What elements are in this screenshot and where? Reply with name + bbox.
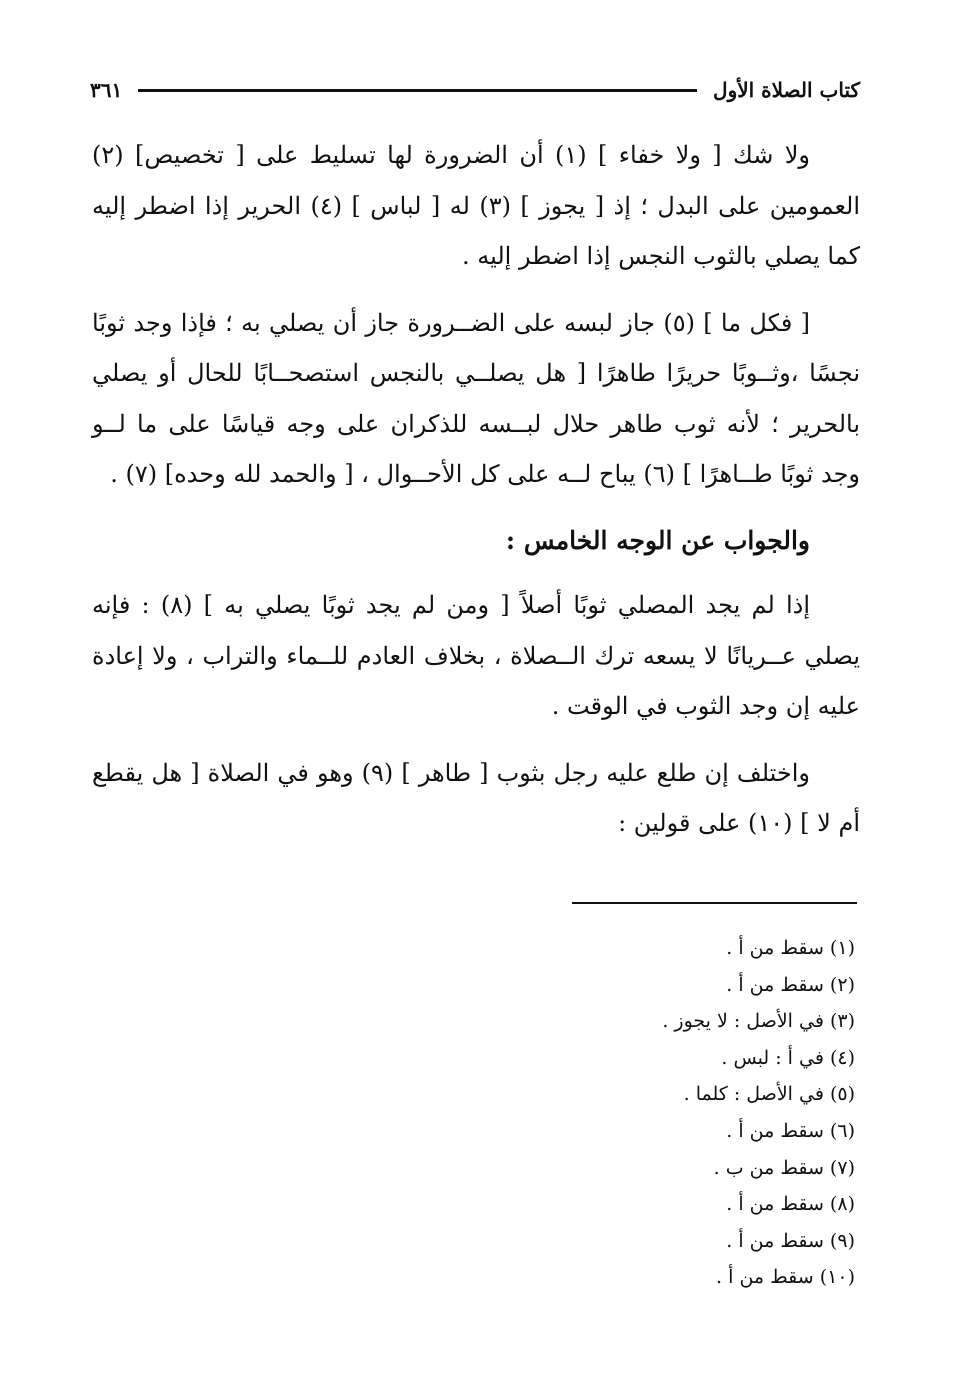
paragraph-3: إذا لم يجد المصلي ثوبًا أصلاً [ ومن لم يجد ثوبًا يصلي به ] (٨) : فإنه يصلي عــريانًا لا يسعه ترك الــصلاة ، بخلاف العادم للــماء والتراب ، ولا إعادة عليه إن وجد الثوب في الوقت . bbox=[92, 591, 860, 720]
footnote-1: (١) سقط من أ . bbox=[726, 937, 855, 959]
footnote-6: (٦) سقط من أ . bbox=[726, 1119, 855, 1142]
footnotes bbox=[300, 930, 855, 1296]
section-heading: والجواب عن الوجه الخامس : bbox=[505, 525, 810, 555]
chapter-title: كتاب الصلاة الأول bbox=[713, 78, 860, 102]
footnote-separator bbox=[572, 902, 857, 904]
footnote-3: (٣) في الأصل : لا يجوز . bbox=[662, 1010, 855, 1033]
footnote-10: (١٠) سقط من أ . bbox=[716, 1266, 855, 1289]
main-text bbox=[92, 130, 860, 865]
footnote-2: (٢) سقط من أ . bbox=[726, 973, 855, 996]
page-number: ٣٦١ bbox=[90, 78, 123, 102]
footnote-5: (٥) في الأصل : كلما . bbox=[683, 1083, 855, 1106]
paragraph-2: [ فكل ما ] (٥) جاز لبسه على الضــرورة جاز أن يصلي به ؛ فإذا وجد ثوبًا نجسًا ،وثــوبًا حريرًا طاهرًا [ هل يصلــي بالنجس استصحــابًا للحال أو يصلي بالحرير ؛ لأنه ثوب طاهر حلال لبــسه للذكران على وجه قياسًا على ما لــو وجد ثوبًا طــاهرًا ] (٦) يباح لــه على كل الأحــوال ، [ والحمد لله وحده] (٧) . bbox=[92, 308, 860, 488]
header-rule bbox=[138, 89, 697, 92]
paragraph-1: ولا شك [ ولا خفاء ] (١) أن الضرورة لها تسليط على [ تخصيص] (٢) العمومين على البدل ؛ إذ [ يجوز ] (٣) له [ لباس ] (٤) الحرير إذا اضطر إليه كما يصلي بالثوب النجس إذا اضطر إليه . bbox=[92, 141, 860, 270]
running-header bbox=[90, 72, 860, 108]
footnote-9: (٩) سقط من أ . bbox=[726, 1229, 855, 1252]
footnote-8: (٨) سقط من أ . bbox=[726, 1193, 855, 1216]
paragraph-4: واختلف إن طلع عليه رجل بثوب [ طاهر ] (٩) وهو في الصلاة [ هل يقطع أم لا ] (١٠) على قولين : bbox=[92, 758, 860, 837]
footnote-4: (٤) في أ : لبس . bbox=[721, 1046, 855, 1069]
footnote-7: (٧) سقط من ب . bbox=[713, 1156, 855, 1179]
